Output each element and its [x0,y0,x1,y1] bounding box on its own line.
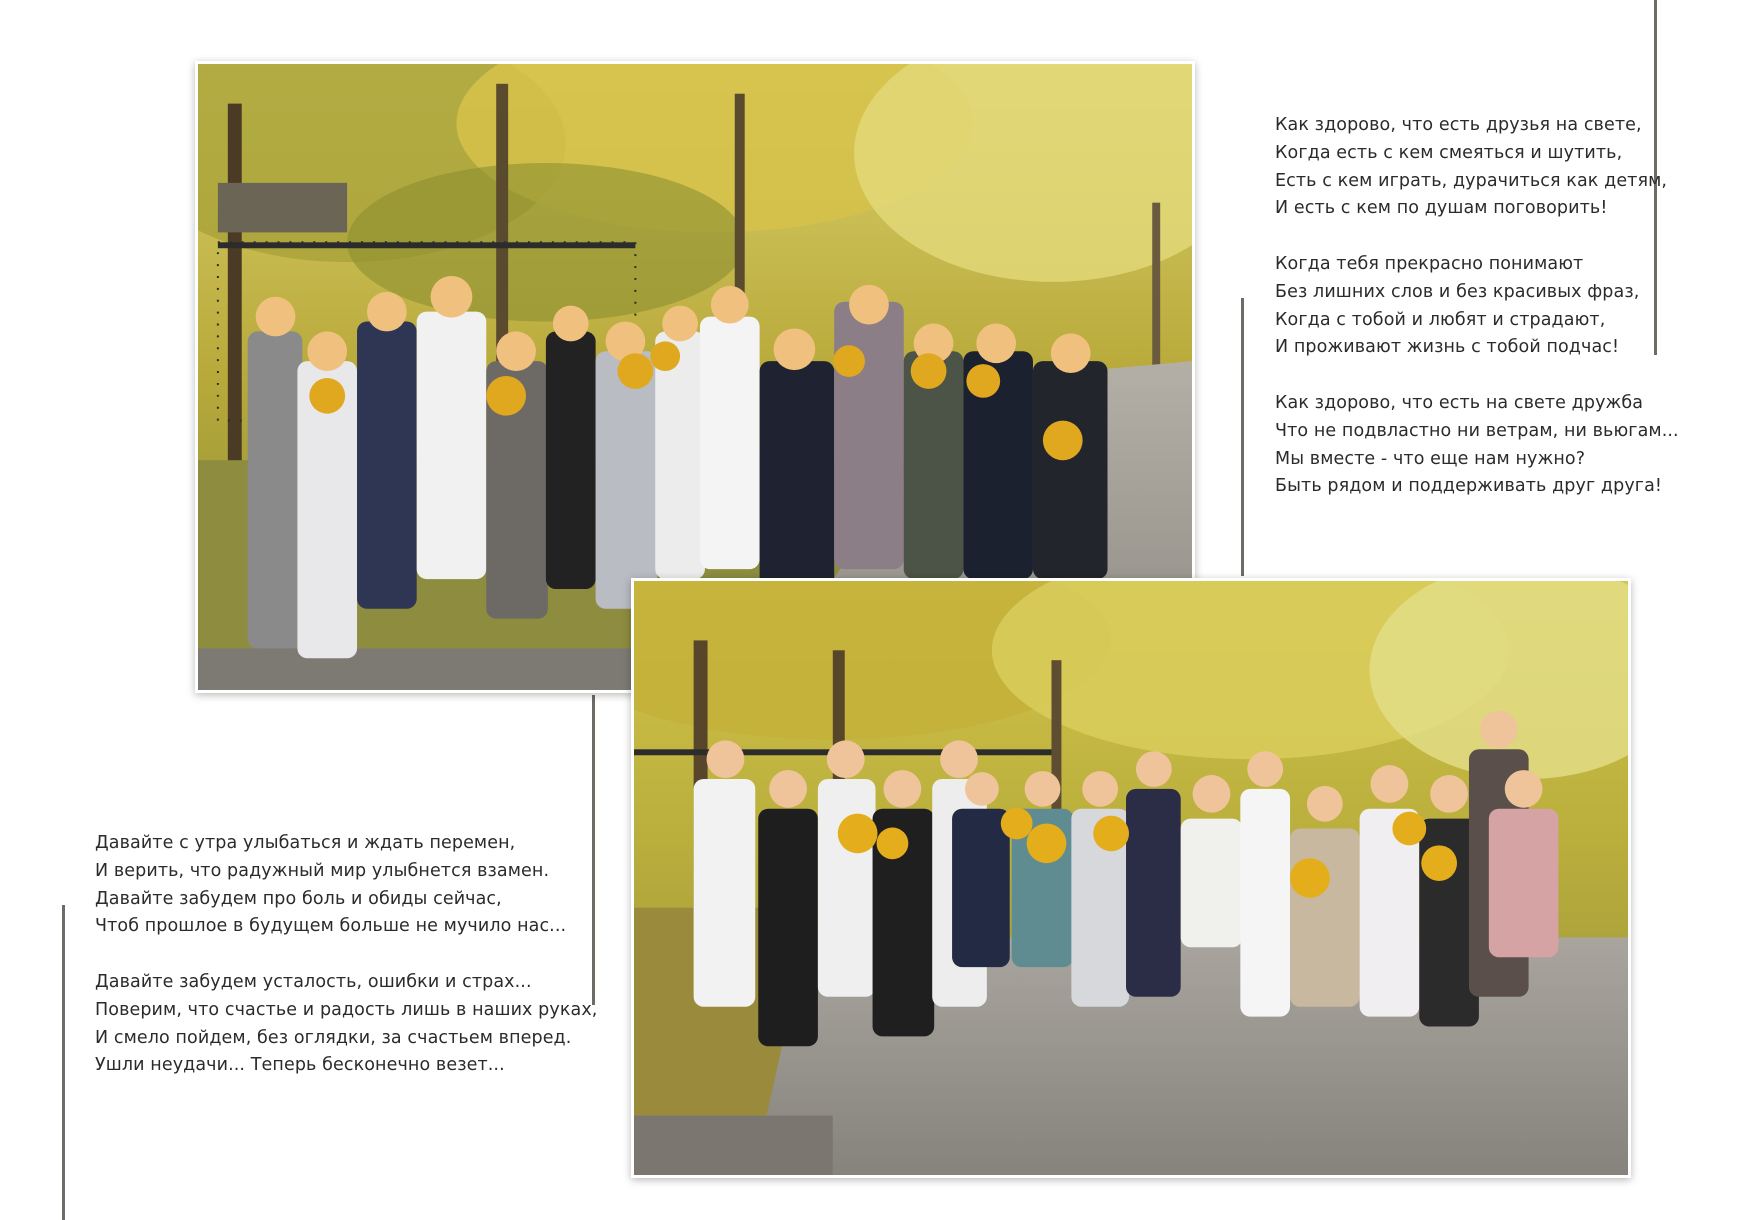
divider-line-mid [1241,298,1244,576]
poem-line: И верить, что радужный мир улыбнется взамен. [95,860,550,881]
poem-line: Мы вместе - что еще нам нужно? [1275,448,1586,469]
poem-line: Без лишних слов и без красивых фраз, [1275,281,1640,302]
poem-friendship [1275,112,1679,501]
poem-stanza [1275,390,1679,501]
photo-girls-group [631,578,1631,1178]
poem-line: И смело пойдем, без оглядки, за счастьем вперед. [95,1027,572,1048]
poem-line: Как здорово, что есть на свете дружба [1275,392,1644,413]
poem-line: Давайте забудем про боль и обиды сейчас, [95,888,502,909]
poem-line: Чтоб прошлое в будущем больше не мучило нас... [95,916,567,937]
poem-line: Ушли неудачи... Теперь бесконечно везет... [95,1055,505,1076]
poem-smile [95,830,597,1080]
poem-stanza [1275,251,1679,362]
poem-line: Быть рядом и поддерживать друг друга! [1275,476,1663,497]
poem-stanza [95,830,597,941]
poem-line: Что не подвластно ни ветрам, ни вьюгам... [1275,420,1679,441]
poem-line: Давайте забудем усталость, ошибки и страх... [95,971,532,992]
poem-stanza [95,969,597,1080]
poem-line: Когда тебя прекрасно понимают [1275,253,1584,274]
poem-line: И проживают жизнь с тобой подчас! [1275,337,1620,358]
divider-line-bottom-left [62,905,65,1220]
poem-line: Есть с кем играть, дурачиться как детям, [1275,170,1668,191]
poem-line: Когда с тобой и любят и страдают, [1275,309,1606,330]
poem-line: Когда есть с кем смеяться и шутить, [1275,142,1623,163]
poem-line: Давайте с утра улыбаться и ждать перемен, [95,833,516,853]
poem-line: Поверим, что счастье и радость лишь в наших руках, [95,999,598,1020]
poem-stanza [1275,112,1679,223]
photo-girls-group-image [634,581,1628,1175]
poem-line: Как здорово, что есть друзья на свете, [1275,115,1642,135]
poem-line: И есть с кем по душам поговорить! [1275,198,1608,219]
